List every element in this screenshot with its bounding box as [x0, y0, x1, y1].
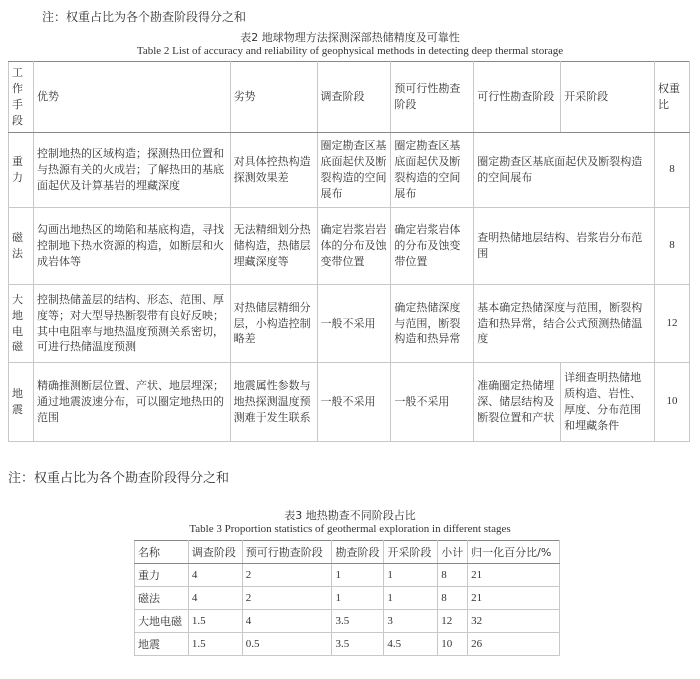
table-row [135, 610, 560, 633]
t2-header-prefeasibility: 预可行性勘查阶段 [391, 62, 474, 133]
value-cell: 12 [438, 610, 468, 633]
method-cell: 重力 [9, 133, 34, 208]
weight-cell: 8 [654, 133, 689, 208]
table-row [9, 133, 690, 208]
table3-header-row [135, 541, 560, 564]
value-cell: 2 [242, 587, 332, 610]
table-row [135, 633, 560, 656]
survey-cell: 一般不采用 [317, 285, 391, 363]
advantage-cell: 精确推测断层位置、产状、地层埋深；通过地震波速分布，可以圈定地热田的范围 [33, 363, 230, 442]
t3-header-name: 名称 [135, 541, 189, 564]
t2-header-disadvantages: 劣势 [230, 62, 317, 133]
feasibility-cell: 准确圈定热储埋深、储层结构及断裂位置和产状 [474, 363, 561, 442]
name-cell: 重力 [135, 564, 189, 587]
survey-cell: 一般不采用 [317, 363, 391, 442]
method-cell: 大地电磁 [9, 285, 34, 363]
value-cell: 0.5 [242, 633, 332, 656]
table-row [9, 363, 690, 442]
value-cell: 3.5 [332, 610, 384, 633]
t2-header-advantages: 优势 [33, 62, 230, 133]
t3-header-percent: 归一化百分比/% [468, 541, 560, 564]
method-cell: 磁法 [9, 208, 34, 285]
value-cell: 3.5 [332, 633, 384, 656]
name-cell: 大地电磁 [135, 610, 189, 633]
value-cell: 4.5 [384, 633, 438, 656]
mining-cell: 详细查明热储地质构造、岩性、厚度、分布范围和埋藏条件 [561, 363, 655, 442]
value-cell: 4 [188, 587, 242, 610]
weight-cell: 8 [654, 208, 689, 285]
value-cell: 1 [384, 587, 438, 610]
value-cell: 1.5 [188, 633, 242, 656]
t2-header-feasibility: 可行性勘查阶段 [474, 62, 561, 133]
weight-cell: 12 [654, 285, 689, 363]
value-cell: 1.5 [188, 610, 242, 633]
value-cell: 8 [438, 564, 468, 587]
value-cell: 21 [468, 587, 560, 610]
table2 [8, 61, 690, 442]
value-cell: 2 [242, 564, 332, 587]
method-cell: 地震 [9, 363, 34, 442]
value-cell: 21 [468, 564, 560, 587]
disadvantage-cell: 对具体控热构造探测效果差 [230, 133, 317, 208]
survey-cell: 确定岩浆岩岩体的分布及蚀变带位置 [317, 208, 391, 285]
prefeasibility-cell: 确定热储深度与范围，断裂构造和热异常 [391, 285, 474, 363]
table3-caption-cn: 表3 地热勘查不同阶段占比 [284, 509, 416, 522]
value-cell: 1 [384, 564, 438, 587]
t3-header-exploration: 勘查阶段 [332, 541, 384, 564]
t3-header-mining: 开采阶段 [384, 541, 438, 564]
value-cell: 1 [332, 564, 384, 587]
prefeasibility-cell: 一般不采用 [391, 363, 474, 442]
t2-header-mining: 开采阶段 [561, 62, 655, 133]
value-cell: 3 [384, 610, 438, 633]
prefeasibility-cell: 圈定勘查区基底面起伏及断裂构造的空间展布 [391, 133, 474, 208]
t3-header-subtotal: 小计 [438, 541, 468, 564]
name-cell: 磁法 [135, 587, 189, 610]
value-cell: 32 [468, 610, 560, 633]
weight-cell: 10 [654, 363, 689, 442]
table-row [9, 285, 690, 363]
t3-header-survey: 调查阶段 [188, 541, 242, 564]
table2-caption-en: Table 2 List of accuracy and reliability of geophysical methods in detecting deep thermal storage [136, 45, 564, 57]
table-row [135, 587, 560, 610]
table2-caption-cn: 表2 地球物理方法探测深部热储精度及可靠性 [240, 31, 460, 44]
t3-header-prefeasibility: 预可行勘查阶段 [242, 541, 332, 564]
value-cell: 4 [242, 610, 332, 633]
value-cell: 26 [468, 633, 560, 656]
feasibility-mining-cell: 查明热储地层结构、岩浆岩分布范围 [474, 208, 655, 285]
table2-header-row [9, 62, 690, 133]
value-cell: 4 [188, 564, 242, 587]
name-cell: 地震 [135, 633, 189, 656]
value-cell: 1 [332, 587, 384, 610]
note-mid: 注：权重占比为各个勘查阶段得分之和 [8, 471, 230, 486]
t2-header-method: 工作手段 [9, 62, 34, 133]
feasibility-mining-cell: 圈定勘查区基底面起伏及断裂构造的空间展布 [474, 133, 655, 208]
advantage-cell: 控制地热的区域构造；探测热田位置和与热源有关的火成岩；了解热田的基底面起伏及计算基岩的埋藏深度 [33, 133, 230, 208]
table-row [9, 208, 690, 285]
disadvantage-cell: 对热储层精细分层，小构造控制略差 [230, 285, 317, 363]
advantage-cell: 控制热储盖层的结构、形态、范围、厚度等；对大型导热断裂带有良好反映；其中电阻率与地热温度预测关系密切，可进行热储温度预测 [33, 285, 230, 363]
advantage-cell: 勾画出地热区的坳陷和基底构造，寻找控制地下热水资源的构造，如断层和火成岩体等 [33, 208, 230, 285]
feasibility-mining-cell: 基本确定热储深度与范围，断裂构造和热异常，结合公式预测热储温度 [474, 285, 655, 363]
prefeasibility-cell: 确定岩浆岩体的分布及蚀变带位置 [391, 208, 474, 285]
t2-header-weight: 权重比 [654, 62, 689, 133]
value-cell: 10 [438, 633, 468, 656]
table-row [135, 564, 560, 587]
table3-caption-en: Table 3 Proportion statistics of geothermal exploration in different stages [189, 523, 511, 535]
disadvantage-cell: 地震属性参数与地热探测温度预测难于发生联系 [230, 363, 317, 442]
value-cell: 8 [438, 587, 468, 610]
t2-header-survey: 调查阶段 [317, 62, 391, 133]
survey-cell: 圈定勘查区基底面起伏及断裂构造的空间展布 [317, 133, 391, 208]
note-top: 注：权重占比为各个勘查阶段得分之和 [42, 10, 247, 24]
disadvantage-cell: 无法精细划分热储构造，热储层埋藏深度等 [230, 208, 317, 285]
table3 [134, 540, 560, 656]
